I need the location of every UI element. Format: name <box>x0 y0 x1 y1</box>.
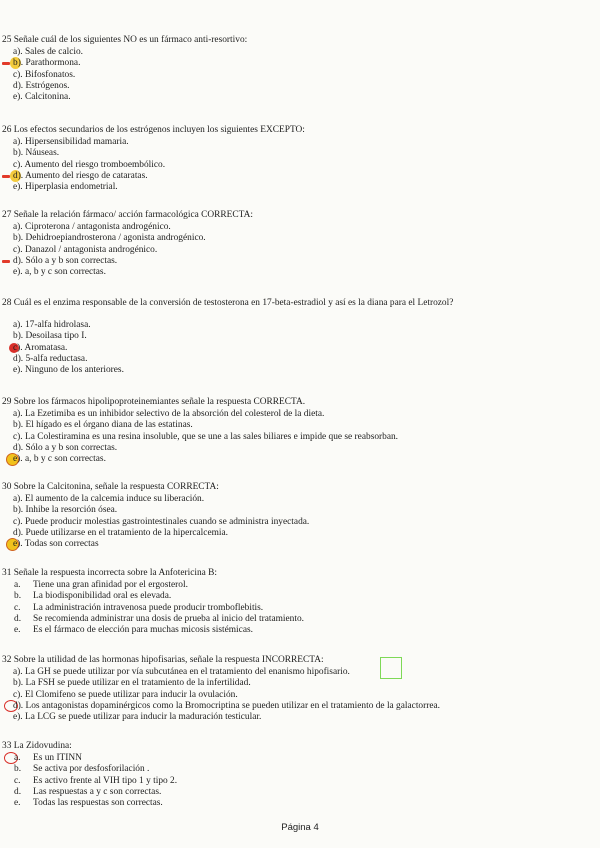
option-text: d). Sólo a y b son correctas. <box>13 442 118 453</box>
option-text: e). Calcitonina. <box>13 92 71 103</box>
option-text: c). Bifosfonatos. <box>13 69 76 80</box>
question-title: 33 La Zidovudina: <box>2 741 72 751</box>
answer-option <box>0 603 600 614</box>
answer-option <box>0 331 600 342</box>
option-text: c). El Clomifeno se puede utilizar para inducir la ovulación. <box>13 689 238 700</box>
answer-option <box>0 365 600 376</box>
option-text: Las respuestas a y c son correctas. <box>33 786 162 797</box>
option-text: e). a, b y c son correctas. <box>13 454 106 465</box>
option-text: c). La Colestiramina es una resina insoluble, que se une a las sales biliares e impide que se reabsorban. <box>13 431 399 442</box>
answer-option <box>0 580 600 591</box>
answer-option <box>0 787 600 798</box>
answer-option <box>0 712 600 723</box>
option-letter: d. <box>14 613 22 624</box>
answer-option <box>0 256 600 267</box>
option-text: a). Hipersensibilidad mamaria. <box>13 137 129 148</box>
option-text: Todas las respuestas son correctas. <box>33 798 163 809</box>
answer-option <box>0 517 600 528</box>
question-25 <box>0 35 600 103</box>
option-letter: b. <box>14 764 22 775</box>
option-text: e). Ninguno de los anteriores. <box>13 365 124 376</box>
answer-option <box>0 614 600 625</box>
question-26 <box>0 125 600 193</box>
answer-option <box>0 343 600 354</box>
option-text: b). Parathormona. <box>13 58 81 69</box>
question-29 <box>0 397 600 465</box>
answer-option <box>0 776 600 787</box>
answer-option <box>0 320 600 331</box>
option-text: e). La LCG se puede utilizar para inducir la maduración testicular. <box>13 712 262 723</box>
question-title: 32 Sobre la utilidad de las hormonas hipofisarias, señale la respuesta INCORRECTA: <box>2 655 324 665</box>
question-title: 30 Sobre la Calcitonina, señale la respuesta CORRECTA: <box>2 482 219 492</box>
option-letter: e. <box>14 625 21 636</box>
answer-option <box>0 137 600 148</box>
option-text: d). Sólo a y b son correctas. <box>13 255 118 266</box>
page-footer: Página 4 <box>281 822 319 833</box>
option-letter: a. <box>14 580 21 591</box>
question-30 <box>0 482 600 550</box>
option-text: c). Aromatasa. <box>13 342 68 353</box>
answer-option <box>0 409 600 420</box>
option-text: c). Danazol / antagonista androgénico. <box>13 244 158 255</box>
option-text: d). Aumento del riesgo de cataratas. <box>13 170 148 181</box>
answer-option <box>0 539 600 550</box>
option-letter: c. <box>14 602 21 613</box>
question-title: 28 Cuál es el enzima responsable de la conversión de testosterona en 17-beta-estradiol y así es la diana para el Letrozol? <box>2 298 454 308</box>
answer-option <box>0 443 600 454</box>
option-text: d). 5-alfa reductasa. <box>13 353 88 364</box>
pen-dash-mark <box>2 175 10 178</box>
option-text: Se activa por desfosforilación . <box>33 764 150 775</box>
question-title: 29 Sobre los fármacos hipolipoproteinemiantes señale la respuesta CORRECTA. <box>2 397 306 407</box>
option-text: e). Hiperplasia endometrial. <box>13 182 118 193</box>
option-text: b). El hígado es el órgano diana de las estatinas. <box>13 420 193 431</box>
answer-option <box>0 245 600 256</box>
question-title: 25 Señale cuál de los siguientes NO es un fármaco anti-resortivo: <box>2 35 248 45</box>
answer-option <box>0 690 600 701</box>
answer-option <box>0 678 600 689</box>
option-text: a). Ciproterona / antagonista androgénico. <box>13 222 171 233</box>
option-text: b). La FSH se puede utilizar en el tratamiento de la infertilidad. <box>13 678 251 689</box>
question-title: 31 Señale la respuesta incorrecta sobre la Anfotericina B: <box>2 568 218 578</box>
question-title: 27 Señale la relación fármaco/ acción farmacológica CORRECTA: <box>2 210 253 220</box>
answer-option <box>0 494 600 505</box>
option-text: a). Sales de calcio. <box>13 47 84 58</box>
answer-option <box>0 753 600 764</box>
option-text: c). Puede producir molestias gastrointestinales cuando se administra inyectada. <box>13 516 310 527</box>
answer-option <box>0 625 600 636</box>
answer-option <box>0 505 600 516</box>
option-text: a). El aumento de la calcemia induce su liberación. <box>13 494 205 505</box>
answer-option <box>0 454 600 465</box>
option-text: d). Los antagonistas dopaminérgicos como la Bromocriptina se pueden utilizar en el tratamiento de la galactorrea. <box>13 700 441 711</box>
pen-dash-mark <box>2 260 10 263</box>
option-text: La biodisponibilidad oral es elevada. <box>33 591 172 602</box>
answer-option <box>0 160 600 171</box>
option-text: Es un ITINN <box>33 753 82 764</box>
option-letter: b. <box>14 591 22 602</box>
answer-option <box>0 432 600 443</box>
answer-option <box>0 701 600 712</box>
question-31 <box>0 568 600 636</box>
option-text: Es el fármaco de elección para muchas micosis sistémicas. <box>33 625 253 636</box>
answer-option <box>0 798 600 809</box>
option-text: c). Aumento del riesgo tromboembólico. <box>13 159 166 170</box>
answer-option <box>0 528 600 539</box>
option-text: b). Dehidroepiandrosterona / agonista androgénico. <box>13 233 206 244</box>
answer-option <box>0 233 600 244</box>
option-letter: d. <box>14 786 22 797</box>
question-title: 26 Los efectos secundarios de los estrógenos incluyen los siguientes EXCEPTO: <box>2 125 305 135</box>
option-text: e). a, b y c son correctas. <box>13 267 106 278</box>
answer-option <box>0 92 600 103</box>
answer-option <box>0 267 600 278</box>
answer-option <box>0 47 600 58</box>
answer-option <box>0 171 600 182</box>
question-27 <box>0 210 600 278</box>
answer-option <box>0 764 600 775</box>
option-text: a). 17-alfa hidrolasa. <box>13 320 91 331</box>
answer-option <box>0 420 600 431</box>
answer-option <box>0 222 600 233</box>
option-text: Es activo frente al VIH tipo 1 y tipo 2. <box>33 775 178 786</box>
question-33 <box>0 741 600 809</box>
option-text: d). Puede utilizarse en el tratamiento de la hipercalcemia. <box>13 527 229 538</box>
option-text: La administración intravenosa puede producir tromboflebitis. <box>33 602 264 613</box>
option-text: b). Inhibe la resorción ósea. <box>13 505 118 516</box>
answer-option <box>0 81 600 92</box>
question-28 <box>0 298 600 376</box>
answer-option <box>0 58 600 69</box>
option-text: a). La GH se puede utilizar por vía subcutánea en el tratamiento del enanismo hipofisario. <box>13 667 350 678</box>
option-text: a). La Ezetimiba es un inhibidor selectivo de la absorción del colesterol de la dieta. <box>13 409 325 420</box>
option-text: d). Estrógenos. <box>13 80 70 91</box>
question-32 <box>0 655 600 723</box>
answer-option <box>0 182 600 193</box>
answer-option <box>0 667 600 678</box>
answer-option <box>0 148 600 159</box>
option-text: Se recomienda administrar una dosis de prueba al inicio del tratamiento. <box>33 613 305 624</box>
option-letter: a. <box>14 753 21 764</box>
option-text: b). Desoilasa tipo I. <box>13 331 87 342</box>
option-text: b). Náuseas. <box>13 148 60 159</box>
option-letter: e. <box>14 798 21 809</box>
answer-option <box>0 354 600 365</box>
option-text: e). Todas son correctas <box>13 539 99 550</box>
option-text: Tiene una gran afinidad por el ergosterol. <box>33 580 188 591</box>
green-annotation-box <box>380 657 402 679</box>
option-letter: c. <box>14 775 21 786</box>
answer-option <box>0 591 600 602</box>
answer-option <box>0 70 600 81</box>
pen-dash-mark <box>2 62 10 65</box>
